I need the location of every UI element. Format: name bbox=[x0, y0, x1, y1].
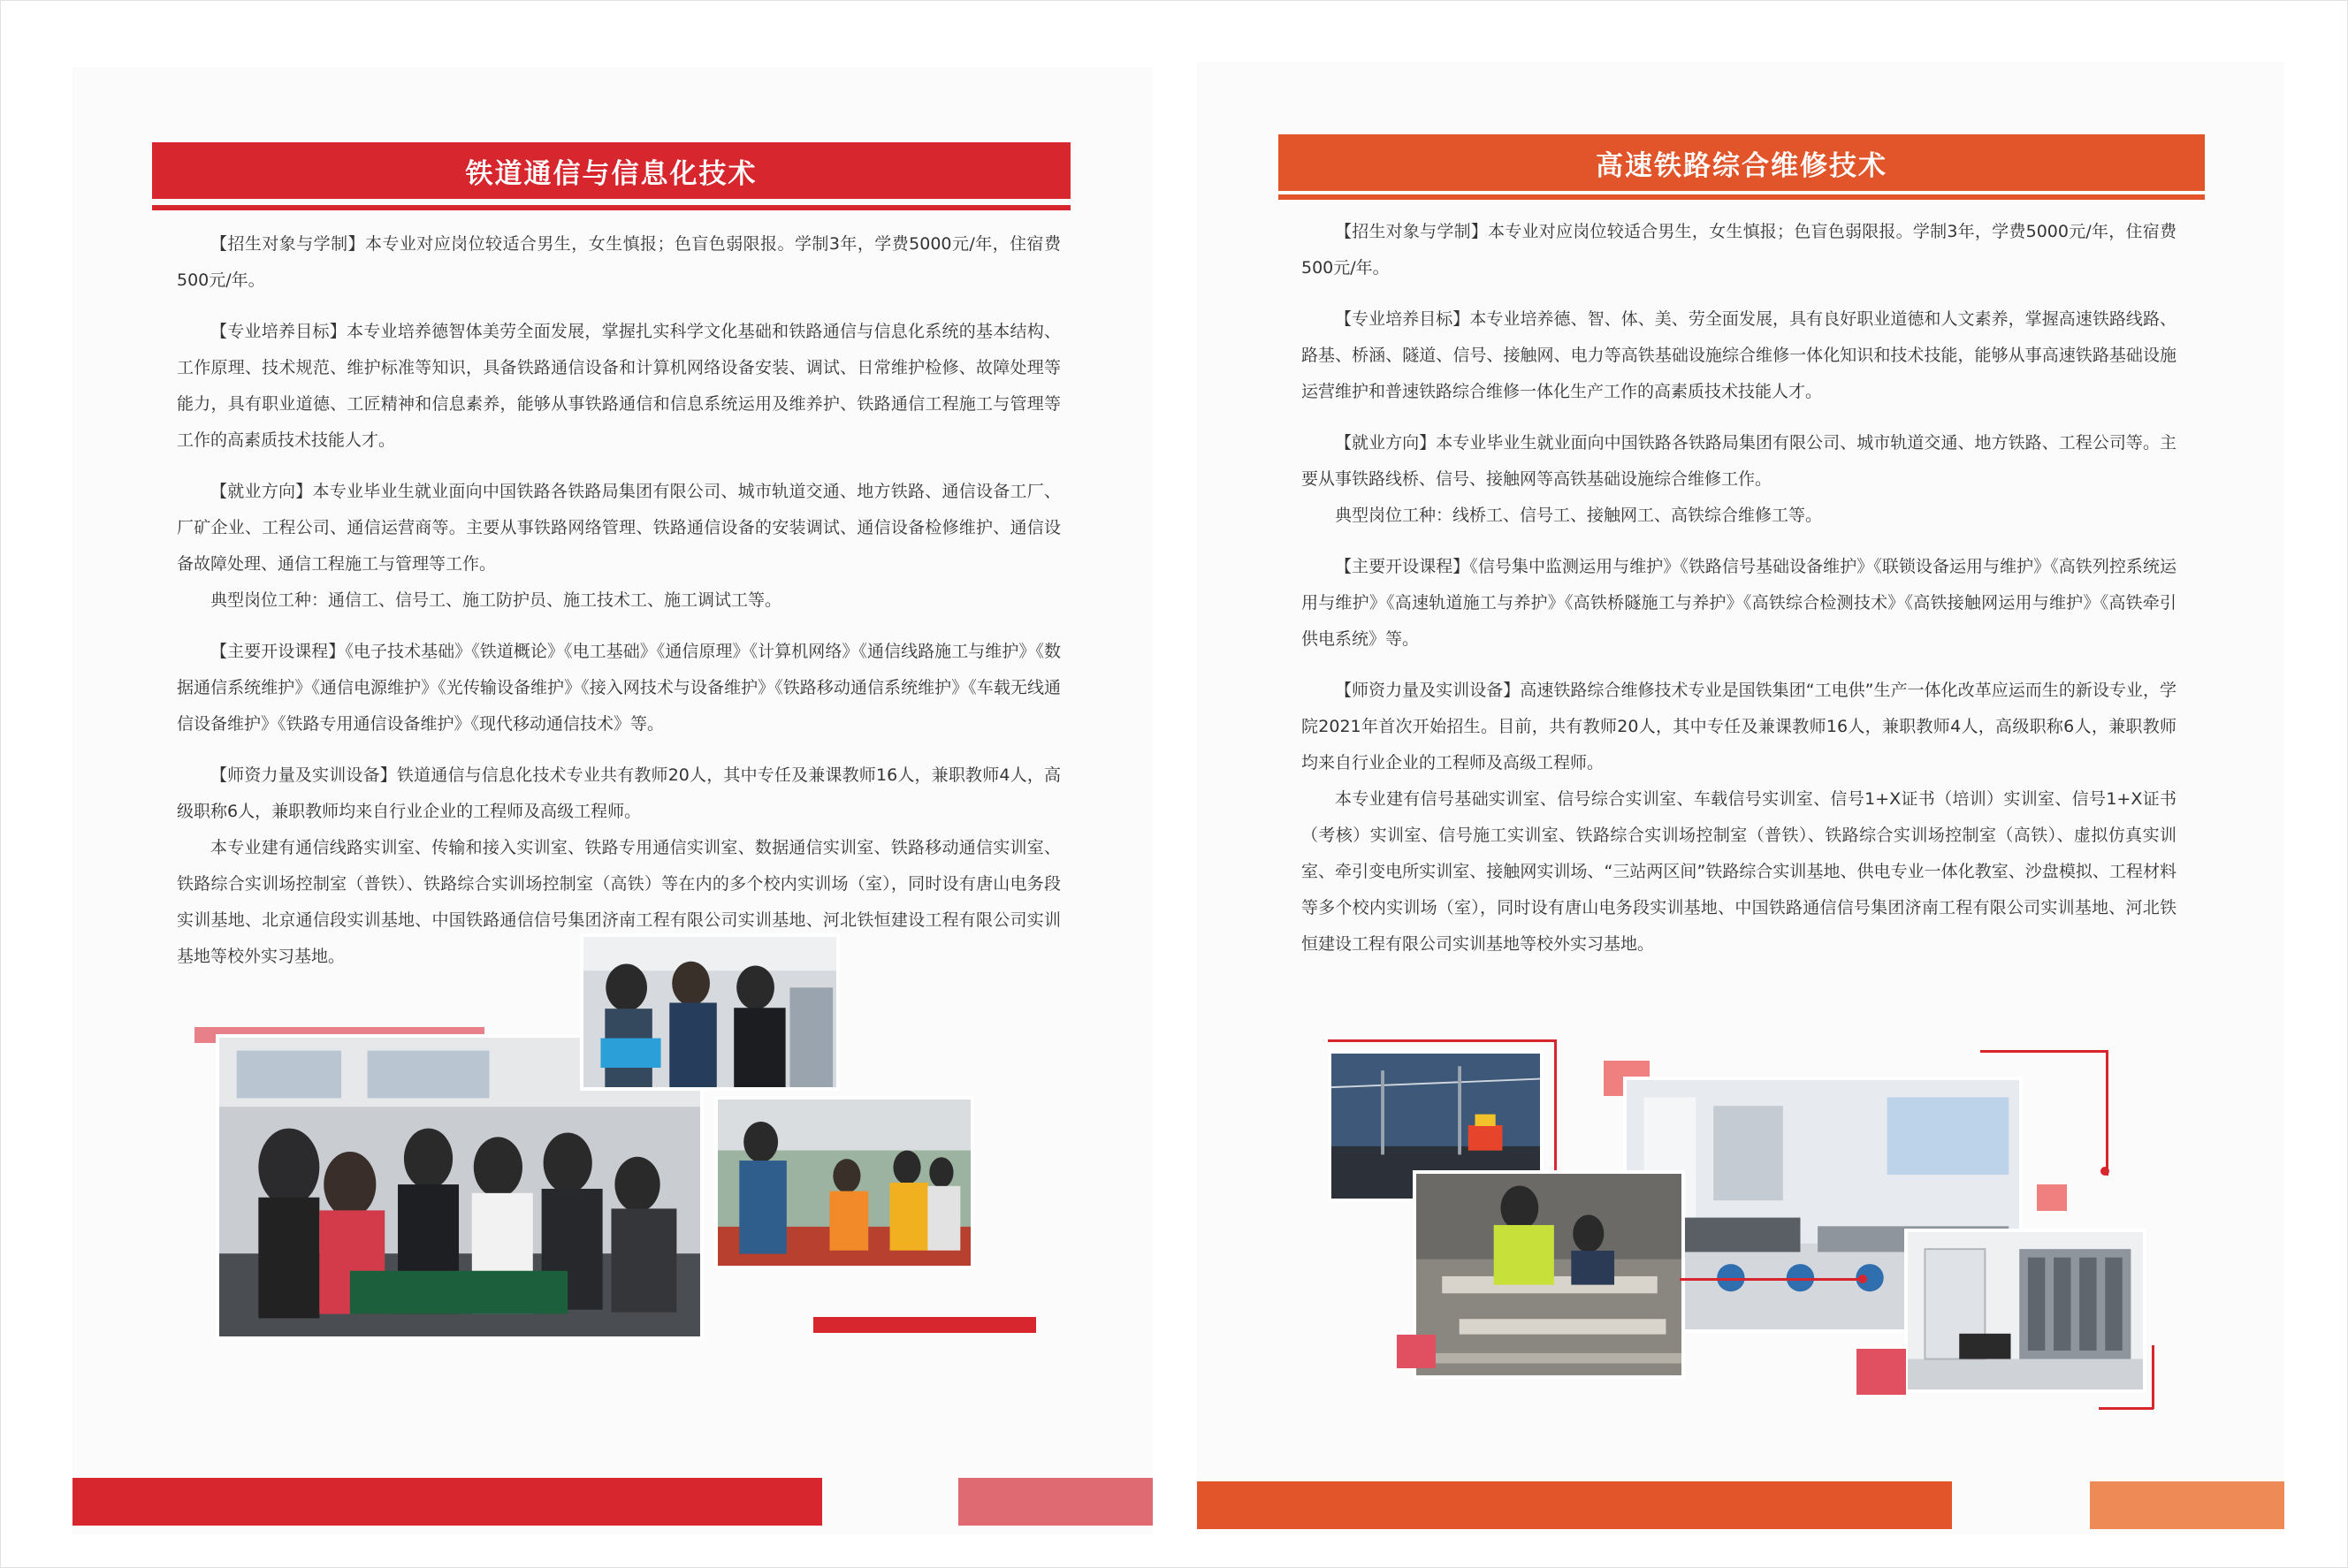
right-para-facilities: 本专业建有信号基础实训室、信号综合实训室、车载信号实训室、信号1+X证书（培训）实训室、信号1+X证书（考核）实训室、信号施工实训室、铁路综合实训场控制室（普铁）、铁路综合实训场控制室（高铁）、虚拟仿真实训室、牵引变电所实训室、接触网实训场、“三站两区间”铁路综合实训基地、供电专业一体化教室、沙盘模拟、工程材料等多个校内实训场（室），同时设有唐山电务段实训基地、中国铁路通信信号集团济南工程有限公司实训基地、河北铁恒建设工程有限公司实训基地等校外实习基地。 bbox=[1301, 789, 2176, 954]
right-para-faculty: 【师资力量及实训设备】高速铁路综合维修技术专业是国铁集团“工电供”生产一体化改革应运而生的新设专业，学院2021年首次开始招生。目前，共有教师20人，其中专任及兼课教师16人，兼职教师4人，高级职称6人，兼职教师均来自行业企业的工程师及高级工程师。 bbox=[1301, 681, 2176, 773]
right-para-courses: 【主要开设课程】《信号集中监测运用与维护》《铁路信号基础设备维护》《联锁设备运用与维护》《高铁列控系统运用与维护》《高速轨道施工与养护》《高铁桥隧施工与养护》《高铁综合检测技术》《高铁接触网运用与维护》《高铁牵引供电系统》等。 bbox=[1301, 557, 2176, 649]
left-para-courses: 【主要开设课程】《电子技术基础》《铁道概论》《电工基础》《通信原理》《计算机网络》《通信线路施工与维护》《数据通信系统维护》《通信电源维护》《光传输设备维护》《接入网技术与设备维护》《铁路移动通信系统维护》《车载无线通信设备维护》《铁路专用通信设备维护》《现代移动通信技术》等。 bbox=[177, 642, 1061, 734]
right-line-deco-1 bbox=[1328, 1039, 1556, 1042]
left-footer-bar bbox=[72, 1478, 822, 1526]
right-line-deco-7 bbox=[2099, 1407, 2154, 1410]
right-para-enrollment: 【招生对象与学制】本专业对应岗位较适合男生，女生慎报；色盲色弱限报。学制3年，学费5000元/年，住宿费500元/年。 bbox=[1301, 222, 2176, 278]
left-page-title: 铁道通信与信息化技术 bbox=[152, 142, 1071, 199]
left-para-training-goal: 【专业培养目标】本专业培养德智体美劳全面发展，掌握扎实科学文化基础和铁路通信与信息化系统的基本结构、工作原理、技术规范、维护标准等知识，具备铁路通信设备和计算机网络设备安装、调试、日常维护检修、故障处理等能力，具有职业道德、工匠精神和信息素养，能够从事铁路通信和信息系统运用及维养护、铁路通信工程施工与管理等工作的高素质技术技能人才。 bbox=[177, 322, 1061, 450]
right-collage-dot-1 bbox=[2100, 1167, 2109, 1176]
left-body-text bbox=[177, 226, 1061, 990]
right-photo-track-maintenance bbox=[1413, 1170, 1685, 1379]
right-collage-square-4 bbox=[1856, 1349, 1906, 1395]
left-para-enrollment: 【招生对象与学制】本专业对应岗位较适合男生，女生慎报；色盲色弱限报。学制3年，学费5000元/年，住宿费500元/年。 bbox=[177, 234, 1061, 290]
left-photo-equipment-demo bbox=[580, 933, 840, 1091]
right-collage-square-3 bbox=[1397, 1335, 1436, 1368]
left-para-employment: 【就业方向】本专业毕业生就业面向中国铁路各铁路局集团有限公司、城市轨道交通、地方铁路、通信设备工厂、厂矿企业、工程公司、通信运营商等。主要从事铁路网络管理、铁路通信设备的安装调试、通信设备检修维护、通信设备故障处理、通信工程施工与管理等工作。 bbox=[177, 482, 1061, 574]
right-collage-dot-2 bbox=[1858, 1275, 1867, 1283]
left-photo-outdoor-training bbox=[714, 1096, 974, 1269]
right-line-deco-6 bbox=[2152, 1345, 2154, 1409]
left-page bbox=[72, 67, 1153, 1534]
right-collage-square-2 bbox=[2037, 1184, 2067, 1211]
right-footer-bar bbox=[1197, 1481, 1952, 1529]
right-line-deco-4 bbox=[2106, 1050, 2108, 1176]
right-page bbox=[1197, 62, 2284, 1534]
right-para-employment: 【就业方向】本专业毕业生就业面向中国铁路各铁路局集团有限公司、城市轨道交通、地方铁路、工程公司等。主要从事铁路线桥、信号、接触网等高铁基础设施综合维修工作。 bbox=[1301, 433, 2176, 489]
left-para-facilities: 本专业建有通信线路实训室、传输和接入实训室、铁路专用通信实训室、数据通信实训室、铁路移动通信实训室、铁路综合实训场控制室（普铁）、铁路综合实训场控制室（高铁）等在内的多个校内实训场（室），同时设有唐山电务段实训基地、北京通信段实训基地、中国铁路通信信号集团济南工程有限公司实训基地、河北铁恒建设工程有限公司实训基地等校外实习基地。 bbox=[177, 838, 1061, 966]
right-para-typical-jobs: 典型岗位工种：线桥工、信号工、接触网工、高铁综合维修工等。 bbox=[1335, 506, 1823, 525]
left-para-faculty: 【师资力量及实训设备】铁道通信与信息化技术专业共有教师20人，其中专任及兼课教师16人，兼职教师4人，高级职称6人，兼职教师均来自行业企业的工程师及高级工程师。 bbox=[177, 765, 1061, 821]
right-footer-accent bbox=[2090, 1481, 2284, 1529]
left-footer-accent bbox=[958, 1478, 1153, 1526]
right-title-underline bbox=[1278, 194, 2205, 200]
right-page-title: 高速铁路综合维修技术 bbox=[1278, 134, 2205, 191]
right-photo-equipment-room bbox=[1904, 1229, 2146, 1393]
right-line-deco-3 bbox=[1980, 1050, 2108, 1053]
right-body-text bbox=[1301, 214, 2176, 978]
left-collage-accent-bottom bbox=[813, 1317, 1036, 1333]
right-para-training-goal: 【专业培养目标】本专业培养德、智、体、美、劳全面发展，具有良好职业道德和人文素养，掌握高速铁路线路、路基、桥涵、隧道、信号、接触网、电力等高铁基础设施综合维修一体化知识和技术技能，能够从事高速铁路基础设施运营维护和普速铁路综合维修一体化生产工作的高素质技术技能人才。 bbox=[1301, 309, 2176, 401]
right-line-deco-5 bbox=[1680, 1278, 1864, 1281]
left-title-underline bbox=[152, 205, 1071, 210]
left-para-typical-jobs: 典型岗位工种：通信工、信号工、施工防护员、施工技术工、施工调试工等。 bbox=[210, 590, 782, 610]
